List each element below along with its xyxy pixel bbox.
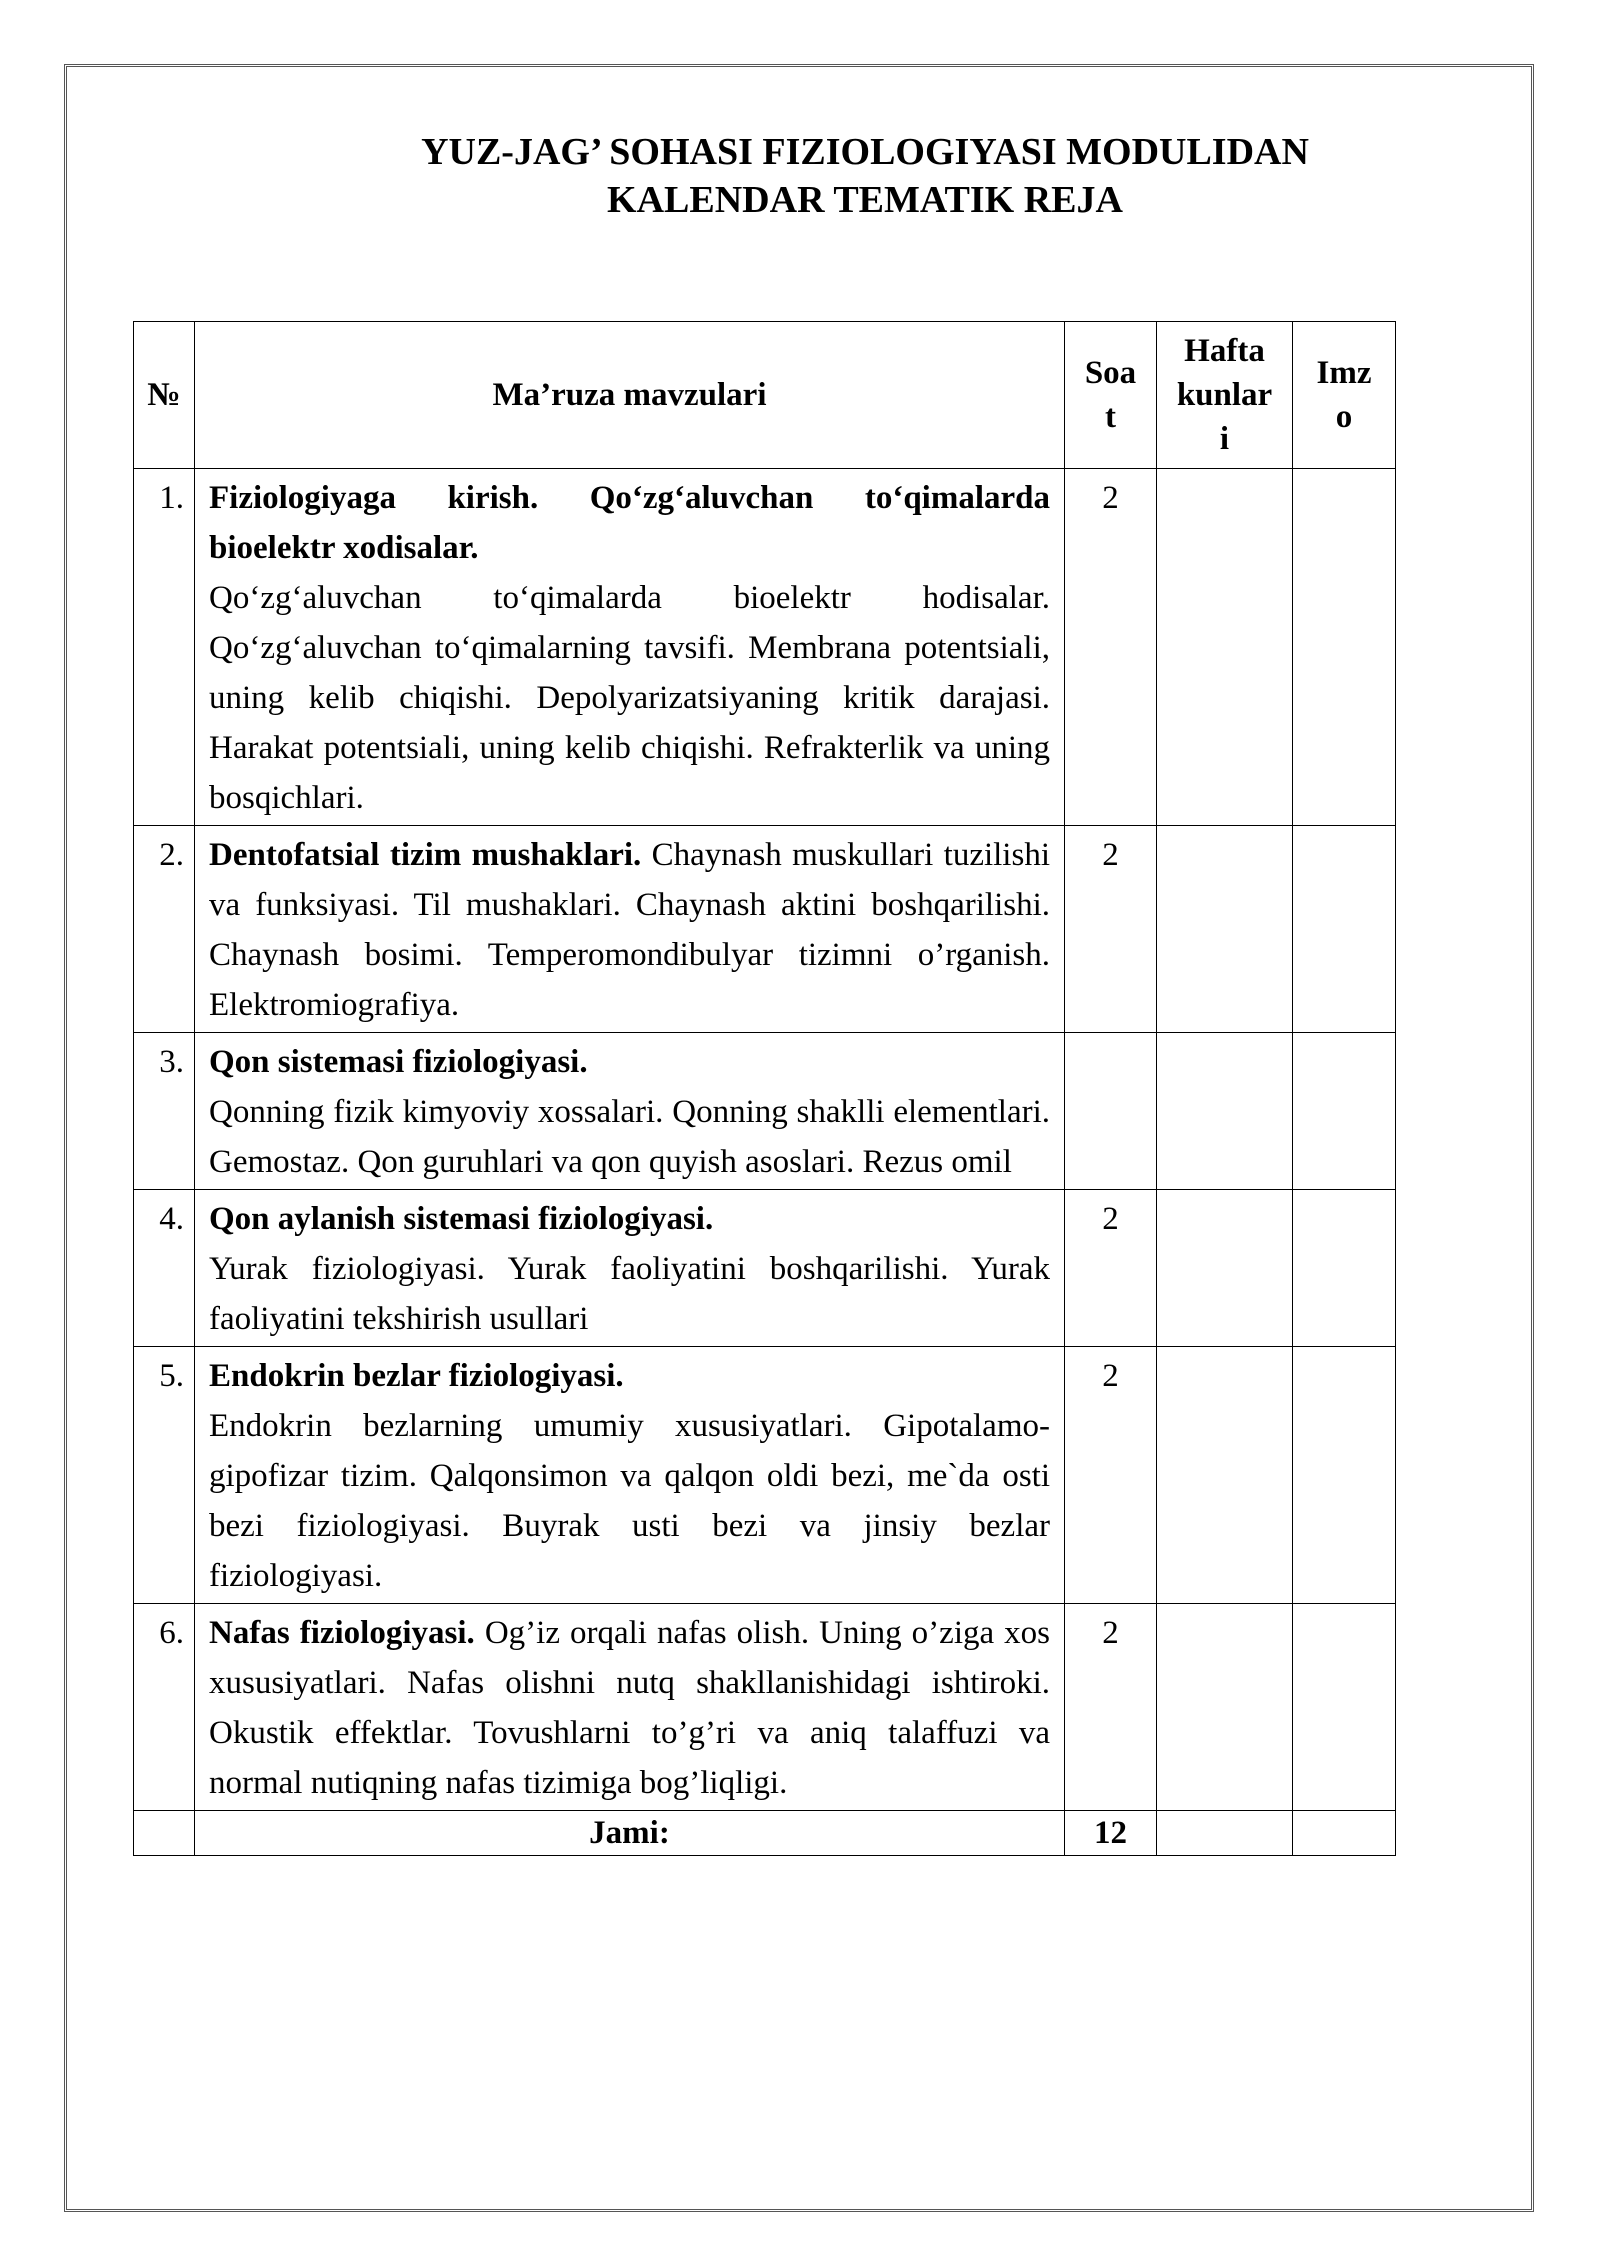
- total-signature-cell: [1293, 1811, 1396, 1856]
- table-header-row: [134, 322, 1396, 469]
- header-signature-line-1: Imz: [1316, 355, 1372, 391]
- title-line-1: YUZ-JAG’ SOHASI FIZIOLOGIYASI MODULIDAN: [421, 131, 1309, 173]
- row-signature-cell: [1293, 1033, 1396, 1190]
- total-week-cell: [1157, 1811, 1293, 1856]
- document-title: [300, 128, 1430, 224]
- row-hours: 2: [1065, 826, 1157, 1033]
- title-line-2: KALENDAR TEMATIK REJA: [607, 179, 1123, 221]
- header-signature: [1293, 322, 1396, 469]
- table-row: [134, 1033, 1396, 1190]
- row-number: 5.: [134, 1347, 195, 1604]
- header-topics: Ma’ruza mavzulari: [195, 322, 1065, 469]
- row-number: 3.: [134, 1033, 195, 1190]
- table-row: [134, 826, 1396, 1033]
- table-row: [134, 469, 1396, 826]
- row-week-cell: [1157, 1604, 1293, 1811]
- row-number: 4.: [134, 1190, 195, 1347]
- row-week-cell: [1157, 1347, 1293, 1604]
- table-row: [134, 1190, 1396, 1347]
- topic-description: Endokrin bezlarning umumiy xususiyatlari. Gipotalamo-gipofizar tizim. Qalqonsimon va qalqon oldi bezi, me`da osti bezi fiziologiyasi. Buyrak usti bezi va jinsiy bezlar fiziologiyasi.: [209, 1408, 1050, 1594]
- header-week-days: [1157, 322, 1293, 469]
- row-topic: [195, 1347, 1065, 1604]
- topic-description: Og’iz orqali nafas olish. Uning o’ziga xos xususiyatlari. Nafas olishni nutq shakllanishidagi ishtiroki. Okustik effektlar. Tovushlarni to’g’ri va aniq talaffuzi va normal nutiqning nafas tizimiga bog’liqligi.: [209, 1615, 1051, 1801]
- row-week-cell: [1157, 469, 1293, 826]
- topic-title: Qon aylanish sistemasi fiziologiyasi.: [209, 1201, 714, 1237]
- row-topic: [195, 469, 1065, 826]
- header-hours: [1065, 322, 1157, 469]
- row-signature-cell: [1293, 469, 1396, 826]
- row-week-cell: [1157, 826, 1293, 1033]
- header-week-line-3: i: [1219, 421, 1230, 457]
- header-week-line-2: kunlar: [1176, 377, 1273, 413]
- header-hours-line-2: t: [1105, 399, 1116, 435]
- topic-title: Endokrin bezlar fiziologiyasi.: [209, 1358, 624, 1394]
- header-week-line-1: Hafta: [1184, 333, 1265, 369]
- topic-title: Nafas fiziologiyasi.: [209, 1615, 475, 1651]
- topic-description: Chaynash muskullari tuzilishi va funksiyasi. Til mushaklari. Chaynash aktini boshqarilishi. Chaynash bosimi. Temperomondibulyar tizimni o’rganish. Elektromiografiya.: [209, 837, 1050, 1023]
- row-signature-cell: [1293, 1347, 1396, 1604]
- row-signature-cell: [1293, 1604, 1396, 1811]
- row-hours: 2: [1065, 1604, 1157, 1811]
- total-row: [134, 1811, 1396, 1856]
- total-label: Jami:: [195, 1811, 1065, 1856]
- row-signature-cell: [1293, 1190, 1396, 1347]
- topic-title: Dentofatsial tizim mushaklari.: [209, 837, 642, 873]
- table-row: [134, 1347, 1396, 1604]
- row-hours: [1065, 1033, 1157, 1190]
- row-number: 6.: [134, 1604, 195, 1811]
- total-hours: 12: [1065, 1811, 1157, 1856]
- row-hours: 2: [1065, 1347, 1157, 1604]
- total-number-cell: [134, 1811, 195, 1856]
- row-number: 2.: [134, 826, 195, 1033]
- row-number: 1.: [134, 469, 195, 826]
- header-number: №: [134, 322, 195, 469]
- row-topic: [195, 1190, 1065, 1347]
- row-signature-cell: [1293, 826, 1396, 1033]
- topic-description: Qonning fizik kimyoviy xossalari. Qonning shaklli elementlari. Gemostaz. Qon guruhlari va qon quyish asoslari. Rezus omil: [209, 1094, 1050, 1180]
- topic-description: Yurak fiziologiyasi. Yurak faoliyatini boshqarilishi. Yurak faoliyatini tekshirish usullari: [209, 1251, 1050, 1337]
- row-week-cell: [1157, 1033, 1293, 1190]
- topic-title: Fiziologiyaga kirish. Qo‘zg‘aluvchan to‘qimalarda bioelektr xodisalar.: [209, 480, 1050, 566]
- row-week-cell: [1157, 1190, 1293, 1347]
- header-hours-line-1: Soa: [1084, 355, 1137, 391]
- header-signature-line-2: o: [1335, 399, 1353, 435]
- topic-description: Qo‘zg‘aluvchan to‘qimalarda bioelektr hodisalar. Qo‘zg‘aluvchan to‘qimalarning tavsifi. Membrana potentsiali, uning kelib chiqishi. Depolyarizatsiyaning kritik darajasi. Harakat potentsiali, uning kelib chiqishi. Refrakterlik va uning bosqichlari.: [209, 580, 1050, 816]
- table-row: [134, 1604, 1396, 1811]
- row-topic: [195, 826, 1065, 1033]
- row-hours: 2: [1065, 469, 1157, 826]
- row-topic: [195, 1033, 1065, 1190]
- row-topic: [195, 1604, 1065, 1811]
- row-hours: 2: [1065, 1190, 1157, 1347]
- lecture-plan-table: [133, 321, 1396, 1856]
- topic-title: Qon sistemasi fiziologiyasi.: [209, 1044, 588, 1080]
